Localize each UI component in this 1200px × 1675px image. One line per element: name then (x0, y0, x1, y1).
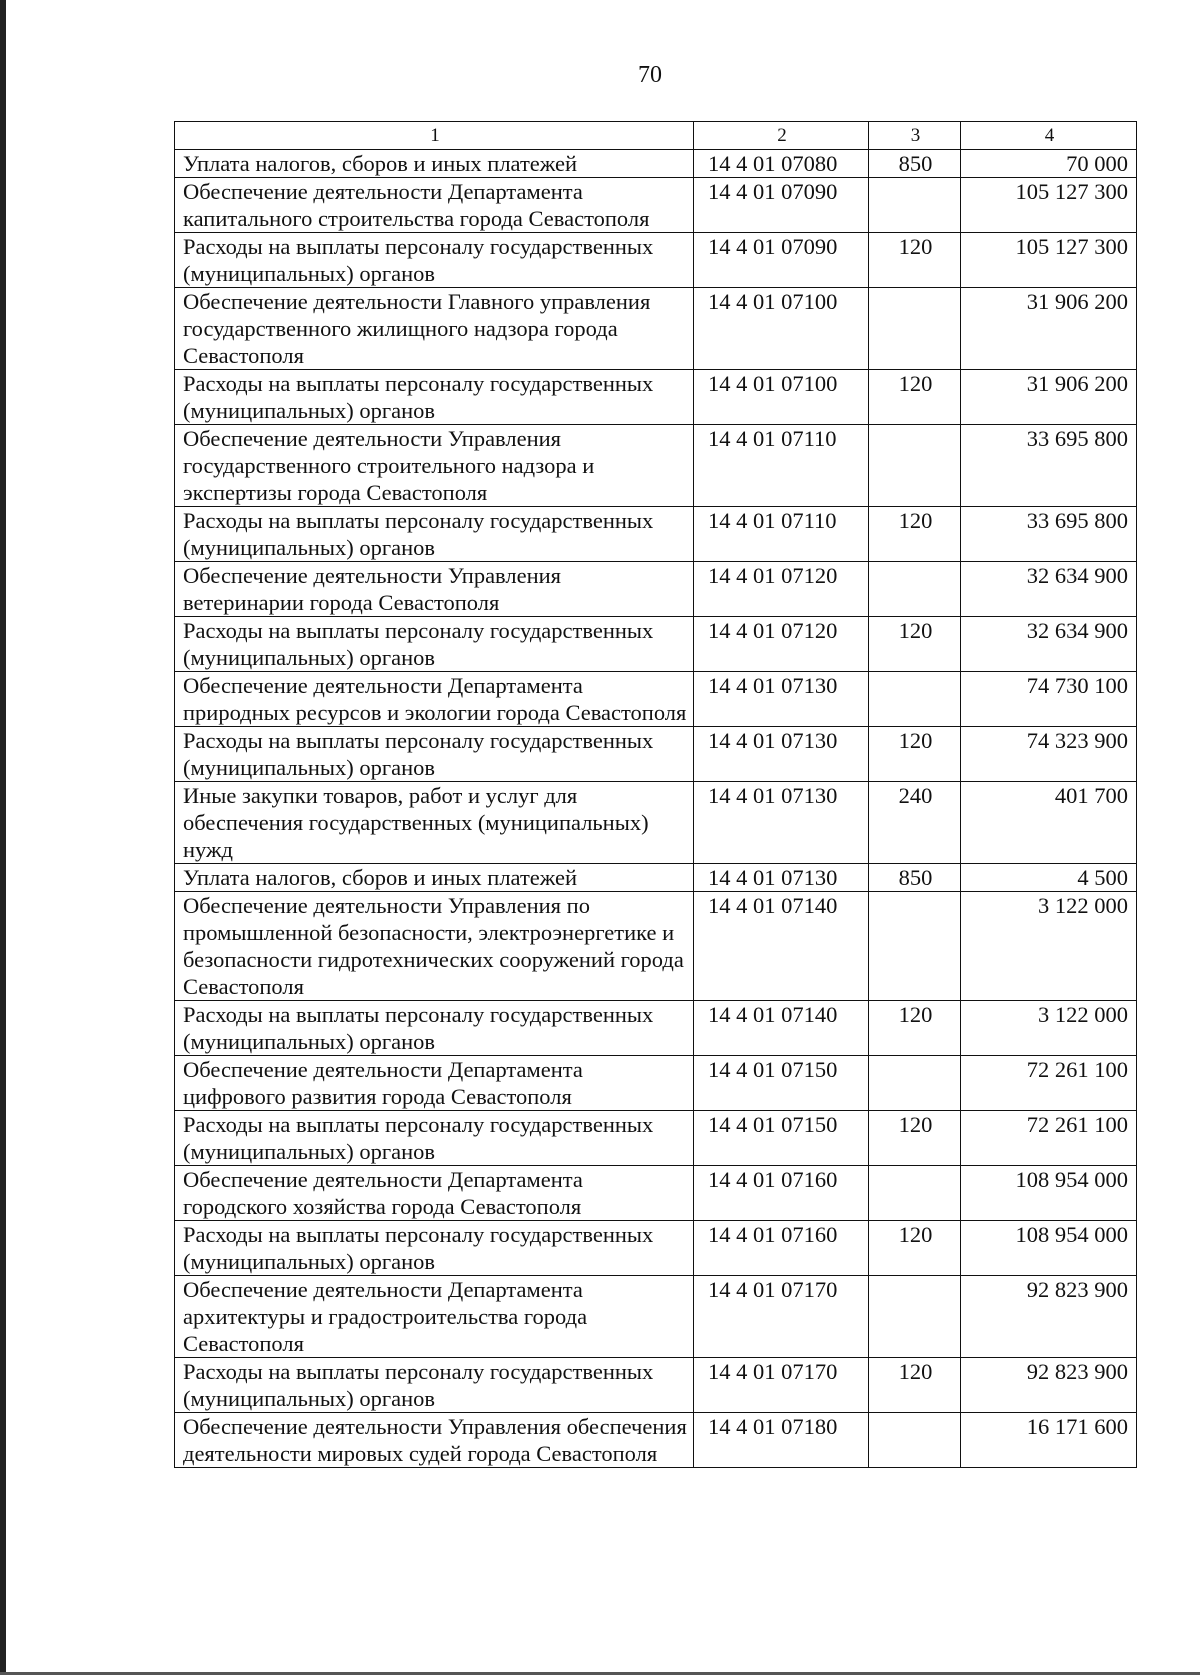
row-code-cell: 14 4 01 07140 (694, 892, 869, 1001)
row-sum-cell: 16 171 600 (961, 1413, 1137, 1468)
row-sum-cell: 92 823 900 (961, 1358, 1137, 1413)
row-code-cell: 14 4 01 07090 (694, 178, 869, 233)
header-col-4: 4 (961, 122, 1137, 150)
row-kvr-cell (869, 425, 961, 507)
row-sum-cell: 3 122 000 (961, 892, 1137, 1001)
row-sum-cell: 72 261 100 (961, 1056, 1137, 1111)
row-sum-cell: 401 700 (961, 782, 1137, 864)
row-sum-cell: 72 261 100 (961, 1111, 1137, 1166)
table-row (175, 672, 1137, 727)
header-col-1: 1 (175, 122, 694, 150)
row-sum-cell: 33 695 800 (961, 425, 1137, 507)
row-name-cell: Расходы на выплаты персоналу государственных (муниципальных) органов (175, 1358, 694, 1413)
row-code-cell: 14 4 01 07130 (694, 727, 869, 782)
row-name-cell: Обеспечение деятельности Департамента капитального строительства города Севастополя (175, 178, 694, 233)
row-code-cell: 14 4 01 07120 (694, 617, 869, 672)
row-sum-cell: 70 000 (961, 150, 1137, 178)
row-code-cell: 14 4 01 07090 (694, 233, 869, 288)
table-row (175, 1413, 1137, 1468)
table-row (175, 1276, 1137, 1358)
table-row (175, 150, 1137, 178)
row-code-cell: 14 4 01 07110 (694, 425, 869, 507)
row-kvr-cell (869, 562, 961, 617)
row-name-cell: Обеспечение деятельности Управления государственного строительного надзора и экспертизы города Севастополя (175, 425, 694, 507)
table-row (175, 370, 1137, 425)
row-sum-cell: 74 323 900 (961, 727, 1137, 782)
row-code-cell: 14 4 01 07130 (694, 782, 869, 864)
row-code-cell: 14 4 01 07180 (694, 1413, 869, 1468)
row-sum-cell: 108 954 000 (961, 1166, 1137, 1221)
row-name-cell: Расходы на выплаты персоналу государственных (муниципальных) органов (175, 370, 694, 425)
row-sum-cell: 31 906 200 (961, 288, 1137, 370)
row-kvr-cell: 120 (869, 233, 961, 288)
row-kvr-cell (869, 672, 961, 727)
budget-table (174, 121, 1137, 1468)
row-name-cell: Обеспечение деятельности Департамента цифрового развития города Севастополя (175, 1056, 694, 1111)
row-name-cell: Уплата налогов, сборов и иных платежей (175, 150, 694, 178)
row-kvr-cell (869, 1276, 961, 1358)
page-number: 70 (638, 62, 662, 88)
row-sum-cell: 3 122 000 (961, 1001, 1137, 1056)
row-code-cell: 14 4 01 07140 (694, 1001, 869, 1056)
row-name-cell: Расходы на выплаты персоналу государственных (муниципальных) органов (175, 507, 694, 562)
row-name-cell: Расходы на выплаты персоналу государственных (муниципальных) органов (175, 1111, 694, 1166)
row-name-cell: Иные закупки товаров, работ и услуг для обеспечения государственных (муниципальных) нужд (175, 782, 694, 864)
row-name-cell: Обеспечение деятельности Департамента природных ресурсов и экологии города Севастополя (175, 672, 694, 727)
row-sum-cell: 31 906 200 (961, 370, 1137, 425)
table-row (175, 425, 1137, 507)
row-name-cell: Уплата налогов, сборов и иных платежей (175, 864, 694, 892)
row-name-cell: Расходы на выплаты персоналу государственных (муниципальных) органов (175, 233, 694, 288)
row-code-cell: 14 4 01 07150 (694, 1111, 869, 1166)
row-kvr-cell: 120 (869, 727, 961, 782)
row-code-cell: 14 4 01 07120 (694, 562, 869, 617)
table-row (175, 1056, 1137, 1111)
row-kvr-cell: 120 (869, 1221, 961, 1276)
scan-edge-left (0, 0, 6, 1675)
header-col-3: 3 (869, 122, 961, 150)
table-row (175, 233, 1137, 288)
row-code-cell: 14 4 01 07170 (694, 1358, 869, 1413)
row-code-cell: 14 4 01 07100 (694, 370, 869, 425)
table-row (175, 864, 1137, 892)
row-kvr-cell: 120 (869, 1001, 961, 1056)
row-name-cell: Расходы на выплаты персоналу государственных (муниципальных) органов (175, 1221, 694, 1276)
table-row (175, 1221, 1137, 1276)
row-sum-cell: 32 634 900 (961, 562, 1137, 617)
row-code-cell: 14 4 01 07080 (694, 150, 869, 178)
row-name-cell: Обеспечение деятельности Департамента архитектуры и градостроительства города Севастополя (175, 1276, 694, 1358)
row-code-cell: 14 4 01 07110 (694, 507, 869, 562)
row-kvr-cell: 120 (869, 507, 961, 562)
table-row (175, 562, 1137, 617)
row-kvr-cell (869, 288, 961, 370)
row-sum-cell: 33 695 800 (961, 507, 1137, 562)
row-sum-cell: 4 500 (961, 864, 1137, 892)
row-kvr-cell: 120 (869, 370, 961, 425)
table-row (175, 288, 1137, 370)
table-row (175, 782, 1137, 864)
row-code-cell: 14 4 01 07100 (694, 288, 869, 370)
row-kvr-cell (869, 1413, 961, 1468)
row-kvr-cell: 240 (869, 782, 961, 864)
row-sum-cell: 105 127 300 (961, 233, 1137, 288)
row-sum-cell: 105 127 300 (961, 178, 1137, 233)
row-code-cell: 14 4 01 07150 (694, 1056, 869, 1111)
header-row (175, 122, 1137, 150)
row-kvr-cell (869, 1056, 961, 1111)
row-kvr-cell (869, 178, 961, 233)
table-header (175, 122, 1137, 150)
row-code-cell: 14 4 01 07160 (694, 1221, 869, 1276)
table-row (175, 507, 1137, 562)
row-name-cell: Расходы на выплаты персоналу государственных (муниципальных) органов (175, 617, 694, 672)
row-sum-cell: 92 823 900 (961, 1276, 1137, 1358)
table-body (175, 150, 1137, 1468)
table-row (175, 178, 1137, 233)
row-name-cell: Расходы на выплаты персоналу государственных (муниципальных) органов (175, 727, 694, 782)
table-row (175, 1358, 1137, 1413)
row-kvr-cell: 120 (869, 1358, 961, 1413)
row-code-cell: 14 4 01 07170 (694, 1276, 869, 1358)
row-name-cell: Обеспечение деятельности Управления по промышленной безопасности, электроэнергетике и безопасности гидротехнических сооружений города Севастополя (175, 892, 694, 1001)
table-row (175, 1166, 1137, 1221)
row-code-cell: 14 4 01 07160 (694, 1166, 869, 1221)
row-code-cell: 14 4 01 07130 (694, 672, 869, 727)
row-name-cell: Обеспечение деятельности Управления обеспечения деятельности мировых судей города Севастополя (175, 1413, 694, 1468)
table-row (175, 1001, 1137, 1056)
row-kvr-cell: 120 (869, 1111, 961, 1166)
row-kvr-cell (869, 892, 961, 1001)
row-name-cell: Обеспечение деятельности Главного управления государственного жилищного надзора города Севастополя (175, 288, 694, 370)
row-sum-cell: 108 954 000 (961, 1221, 1137, 1276)
row-name-cell: Обеспечение деятельности Управления ветеринарии города Севастополя (175, 562, 694, 617)
row-name-cell: Расходы на выплаты персоналу государственных (муниципальных) органов (175, 1001, 694, 1056)
table-row (175, 1111, 1137, 1166)
row-sum-cell: 74 730 100 (961, 672, 1137, 727)
row-sum-cell: 32 634 900 (961, 617, 1137, 672)
row-kvr-cell: 850 (869, 864, 961, 892)
row-kvr-cell: 120 (869, 617, 961, 672)
header-col-2: 2 (694, 122, 869, 150)
table-row (175, 892, 1137, 1001)
row-name-cell: Обеспечение деятельности Департамента городского хозяйства города Севастополя (175, 1166, 694, 1221)
row-kvr-cell: 850 (869, 150, 961, 178)
table-row (175, 727, 1137, 782)
row-kvr-cell (869, 1166, 961, 1221)
row-code-cell: 14 4 01 07130 (694, 864, 869, 892)
table-row (175, 617, 1137, 672)
